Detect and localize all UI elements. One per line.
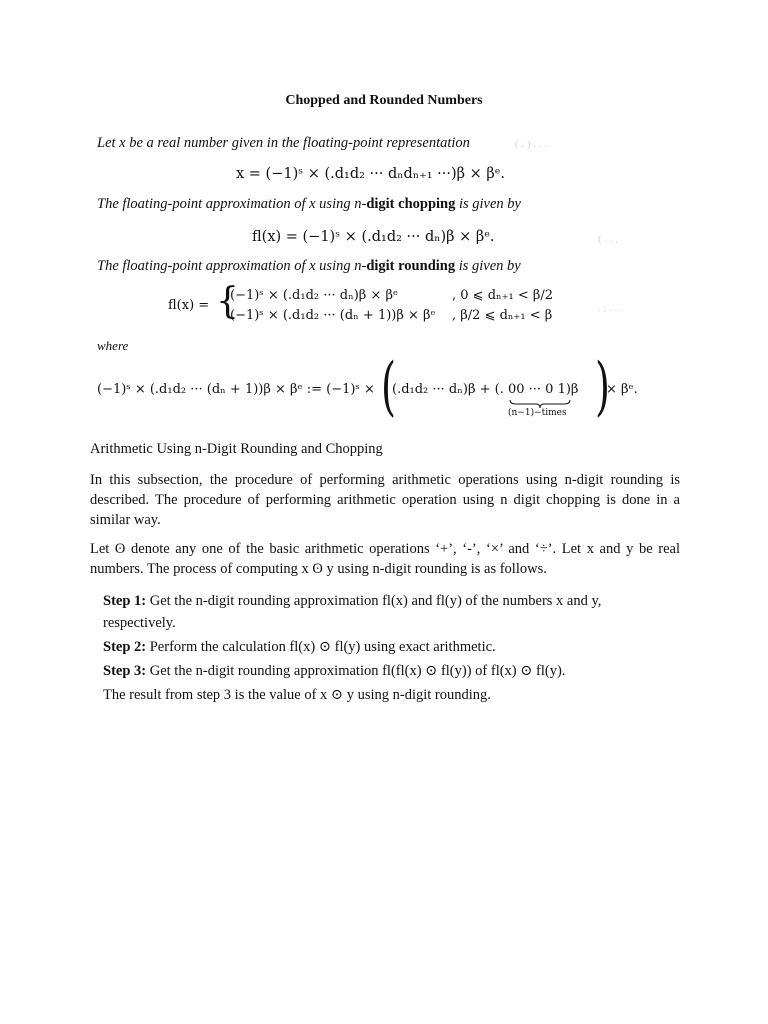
eq-where-tail: × βᵉ.: [606, 382, 638, 397]
left-brace: {: [216, 281, 239, 322]
eq-round-case1: (−1)ˢ × (.d₁d₂ ··· dₙ)β × βᵉ: [230, 288, 399, 303]
equation-chop: fl(x) = (−1)ˢ × (.d₁d₂ ··· dₙ)β × βᵉ.: [252, 229, 495, 245]
step-3: Step 3: Get the n-digit rounding approximation fl(fl(x) ⊙ fl(y)) of fl(x) ⊙ fl(y).: [103, 663, 566, 679]
step-2: Step 2: Perform the calculation fl(x) ⊙ fl(y) using exact arithmetic.: [103, 639, 496, 655]
step-1: Step 1: Get the n-digit rounding approximation fl(x) and fl(y) of the numbers x and y, respectively.: [103, 593, 602, 631]
faint-artifact: ( . . ,: [598, 233, 619, 245]
page-title: Chopped and Rounded Numbers: [285, 93, 483, 108]
paragraph-1: In this subsection, the procedure of performing arithmetic operations using n-digit rounding is described. The procedure of performing arithmetic operation using n digit chopping is done in a similar way.: [90, 472, 680, 528]
eq-round-case2: (−1)ˢ × (.d₁d₂ ··· (dₙ + 1))β × βᵉ: [230, 308, 436, 323]
eq-where-lhs: (−1)ˢ × (.d₁d₂ ··· (dₙ + 1))β × βᵉ := (−1)ˢ ×: [97, 382, 375, 397]
section-heading: Arithmetic Using n-Digit Rounding and Chopping: [90, 441, 383, 457]
paragraph-2: Let ʘ denote any one of the basic arithmetic operations ‘+’, ‘-’, ‘×’ and ‘÷’. Let x and y be real numbers. The process of computing x ʘ y using n-digit rounding is as follows.: [90, 541, 680, 577]
eq-round-cond2: , β/2 ⩽ dₙ₊₁ < β: [452, 308, 553, 323]
right-paren: ): [594, 350, 610, 424]
faint-artifact: ( . ) . . .: [515, 138, 548, 150]
eq-where-under: (n−1)−times: [508, 408, 567, 418]
round-sentence: The floating-point approximation of x using n-digit rounding is given by: [97, 258, 521, 274]
result-text: The result from step 3 is the value of x ⊙ y using n-digit rounding.: [103, 687, 491, 703]
left-paren: (: [380, 350, 396, 424]
equation-x: x = (−1)ˢ × (.d₁d₂ ··· dₙdₙ₊₁ ···)β × βᵉ.: [236, 166, 506, 182]
steps-list: [103, 590, 663, 706]
eq-where-inner: (.d₁d₂ ··· dₙ)β + (. 00 ··· 0 1)β: [392, 382, 579, 397]
chop-sentence: The floating-point approximation of x using n-digit chopping is given by: [97, 196, 521, 212]
faint-artifact: . ; . . .: [598, 302, 624, 314]
where-label: where: [97, 338, 129, 353]
intro-text: Let x be a real number given in the floating-point representation: [97, 135, 470, 151]
eq-round-cond1: , 0 ⩽ dₙ₊₁ < β/2: [452, 288, 554, 303]
eq-round-lhs: fl(x) =: [168, 298, 210, 313]
